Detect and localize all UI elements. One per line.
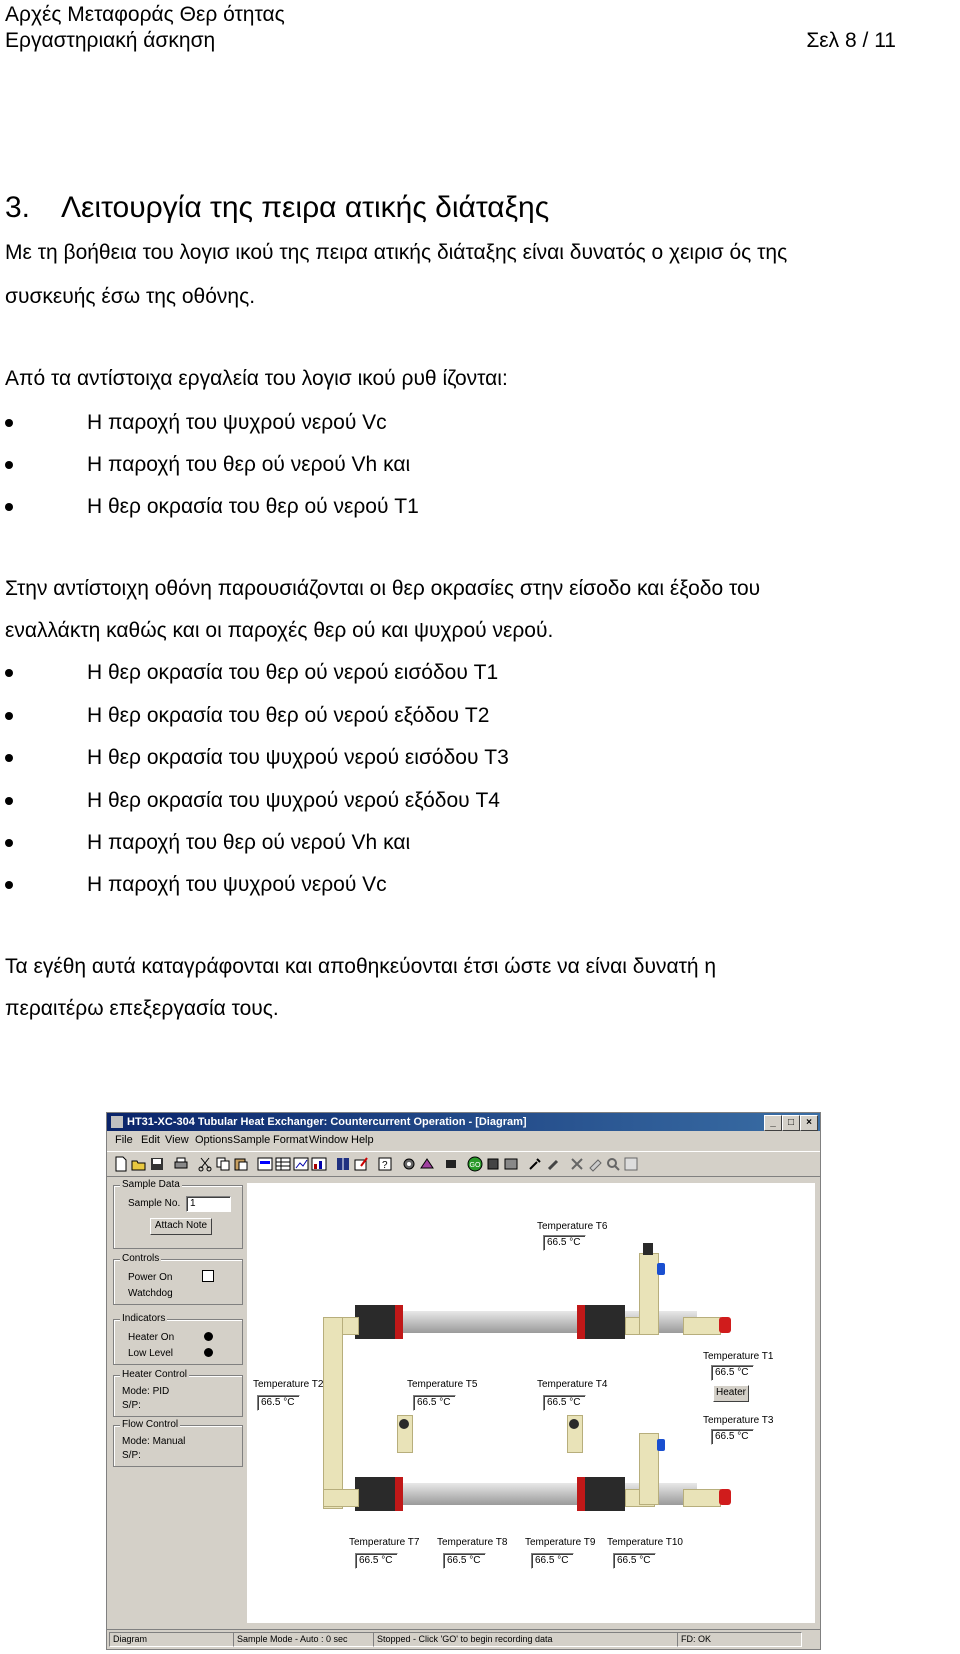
temp-t6-label: Temperature T6 — [537, 1221, 608, 1232]
heater-sp: S/P: — [122, 1400, 141, 1411]
temp-t8-label: Temperature T8 — [437, 1537, 508, 1548]
maximize-icon[interactable]: □ — [782, 1115, 800, 1131]
settings-icon[interactable] — [401, 1156, 417, 1172]
temp-t7-value: 66.5 °C — [355, 1553, 398, 1569]
sample-no-field[interactable]: 1 — [186, 1196, 231, 1212]
fitting — [683, 1317, 721, 1335]
stop-icon[interactable] — [485, 1156, 501, 1172]
header-title: Αρχές Μεταφοράς Θερ ότητας — [5, 3, 285, 26]
paragraph-1-line-2: συσκευής έσω της οθόνης. — [5, 285, 256, 308]
tube-end-cap — [355, 1305, 395, 1339]
close-icon[interactable]: × — [800, 1115, 818, 1131]
menu-file[interactable]: File — [115, 1134, 133, 1146]
svg-text:GO: GO — [469, 1162, 481, 1169]
menu-help[interactable]: Help — [351, 1134, 374, 1146]
cut-icon[interactable] — [197, 1156, 213, 1172]
temp-t2-value: 66.5 °C — [257, 1395, 300, 1411]
temp-t3-label: Temperature T3 — [703, 1415, 774, 1426]
sample-data-group: Sample Data Sample No. 1 Attach Note — [113, 1185, 243, 1249]
temp-t1-value: 66.5 °C — [711, 1365, 754, 1381]
flow-mode: Mode: Manual — [122, 1436, 186, 1447]
svg-text:?: ? — [382, 1160, 388, 1171]
temp-t5-value: 66.5 °C — [413, 1395, 456, 1411]
header-subtitle: Εργαστηριακή άσκηση — [5, 29, 216, 52]
connecting-pipe — [323, 1317, 343, 1509]
indicators-group: Indicators Heater On Low Level — [113, 1319, 243, 1365]
section-heading — [5, 190, 549, 226]
temp-t3-value: 66.5 °C — [711, 1429, 754, 1445]
open-icon[interactable] — [131, 1156, 147, 1172]
fitting — [683, 1489, 721, 1507]
temp-t4-value: 66.5 °C — [543, 1395, 586, 1411]
paste-icon[interactable] — [233, 1156, 249, 1172]
heater-mode: Mode: PID — [122, 1386, 170, 1397]
valve-red — [719, 1489, 731, 1505]
status-message: Stopped - Click 'GO' to begin recording data — [373, 1632, 678, 1647]
book-icon[interactable] — [335, 1156, 351, 1172]
watchdog-label: Watchdog — [128, 1288, 173, 1299]
temp-t9-value: 66.5 °C — [531, 1553, 574, 1569]
fitting — [323, 1489, 359, 1507]
temp-t1-label: Temperature T1 — [703, 1351, 774, 1362]
vertical-pipe — [639, 1433, 659, 1505]
temp-t10-value: 66.5 °C — [613, 1553, 656, 1569]
menu-options[interactable]: Options — [195, 1134, 233, 1146]
menu-window[interactable]: Window — [309, 1134, 349, 1146]
temp-t2-label: Temperature T2 — [253, 1379, 324, 1390]
app-window — [106, 1112, 821, 1650]
data-icon[interactable] — [623, 1156, 639, 1172]
sample-no-label: Sample No. — [128, 1198, 181, 1209]
new-icon[interactable] — [113, 1156, 129, 1172]
menu-view[interactable]: View — [165, 1134, 189, 1146]
menu-bar — [107, 1132, 820, 1150]
flow-sp: S/P: — [122, 1450, 141, 1461]
tube-end-cap — [355, 1477, 395, 1511]
controls-group: Controls Power On Watchdog — [113, 1259, 243, 1305]
heater-on-label: Heater On — [128, 1332, 175, 1343]
menu-sample[interactable]: Sample — [233, 1134, 271, 1146]
low-level-indicator — [204, 1348, 213, 1357]
temp-t5-label: Temperature T5 — [407, 1379, 478, 1390]
app-title: HT31-XC-304 Tubular Heat Exchanger: Countercurrent Operation - [Diagram] — [127, 1116, 527, 1128]
go-icon[interactable] — [467, 1156, 483, 1172]
help-icon[interactable] — [377, 1156, 393, 1172]
status-view: Diagram — [109, 1632, 234, 1647]
tools-icon[interactable] — [527, 1156, 543, 1172]
minimize-icon[interactable]: _ — [764, 1115, 782, 1131]
heater-on-indicator — [204, 1332, 213, 1341]
temp-t8-value: 66.5 °C — [443, 1553, 486, 1569]
app-icon — [111, 1116, 123, 1128]
valve-red — [719, 1317, 731, 1333]
notes-icon[interactable] — [353, 1156, 369, 1172]
app-titlebar — [107, 1113, 820, 1131]
chip-icon[interactable] — [443, 1156, 459, 1172]
paragraph-3-line-1: Στην αντίστοιχη οθόνη παρουσιάζονται οι θερ οκρασίες στην είσοδο και έξοδο του — [5, 577, 761, 600]
record-icon[interactable] — [503, 1156, 519, 1172]
status-sample-mode: Sample Mode - Auto : 0 sec — [233, 1632, 374, 1647]
flow-control-group: Flow Control Mode: Manual S/P: — [113, 1425, 243, 1467]
print-icon[interactable] — [173, 1156, 189, 1172]
copy-icon[interactable] — [215, 1156, 231, 1172]
valve-blue — [657, 1439, 665, 1451]
paragraph-4-line-1: Τα εγέθη αυτά καταγράφονται και αποθηκεύονται έτσι ώστε να είναι δυνατή η — [5, 955, 717, 978]
section-title: Λειτουργία της πειρα ατικής διάταξης — [61, 191, 550, 224]
power-on-label: Power On — [128, 1272, 173, 1283]
temp-t10-label: Temperature T10 — [607, 1537, 683, 1548]
disk-icon[interactable] — [419, 1156, 435, 1172]
attach-note-button[interactable]: Attach Note — [150, 1218, 212, 1235]
graph-icon[interactable] — [293, 1156, 309, 1172]
section-number: 3. — [5, 191, 31, 224]
status-bar — [107, 1629, 820, 1648]
menu-format[interactable]: Format — [273, 1134, 308, 1146]
status-fd: FD: OK — [677, 1632, 802, 1647]
diagram-canvas — [247, 1183, 815, 1623]
tube-end-cap — [585, 1477, 625, 1511]
erase-icon[interactable] — [587, 1156, 603, 1172]
power-on-checkbox[interactable] — [202, 1270, 214, 1282]
toolbar — [107, 1151, 820, 1177]
wrench-icon[interactable] — [545, 1156, 561, 1172]
tube-end-cap — [585, 1305, 625, 1339]
temp-t7-label: Temperature T7 — [349, 1537, 420, 1548]
temp-t9-label: Temperature T9 — [525, 1537, 596, 1548]
diagram-icon[interactable] — [257, 1156, 273, 1172]
temp-t4-label: Temperature T4 — [537, 1379, 608, 1390]
paragraph-1-line-1: Με τη βοήθεια του λογισ ικού της πειρα ατικής διάταξης είναι δυνατός ο χειρισ ός της — [5, 241, 788, 264]
table-icon[interactable] — [275, 1156, 291, 1172]
low-level-label: Low Level — [128, 1348, 174, 1359]
chart-icon[interactable] — [311, 1156, 327, 1172]
menu-edit[interactable]: Edit — [141, 1134, 160, 1146]
paragraph-2: Από τα αντίστοιχα εργαλεία του λογισ ικού ρυθ ίζονται: — [5, 367, 508, 390]
heater-button[interactable]: Heater — [713, 1385, 749, 1402]
paragraph-3-line-2: εναλλάκτη καθώς και οι παροχές θερ ού και ψυχρού νερού. — [5, 619, 554, 642]
zoom-icon[interactable] — [605, 1156, 621, 1172]
temp-t6-value: 66.5 °C — [543, 1235, 586, 1251]
save-icon[interactable] — [149, 1156, 165, 1172]
vertical-pipe — [639, 1253, 659, 1335]
heater-control-group: Heater Control Mode: PID S/P: — [113, 1375, 243, 1417]
page-number: Σελ 8 / 11 — [806, 29, 896, 52]
paragraph-4-line-2: περαιτέρω επεξεργασία τους. — [5, 997, 279, 1020]
valve-blue — [657, 1263, 665, 1275]
delete-icon[interactable] — [569, 1156, 585, 1172]
